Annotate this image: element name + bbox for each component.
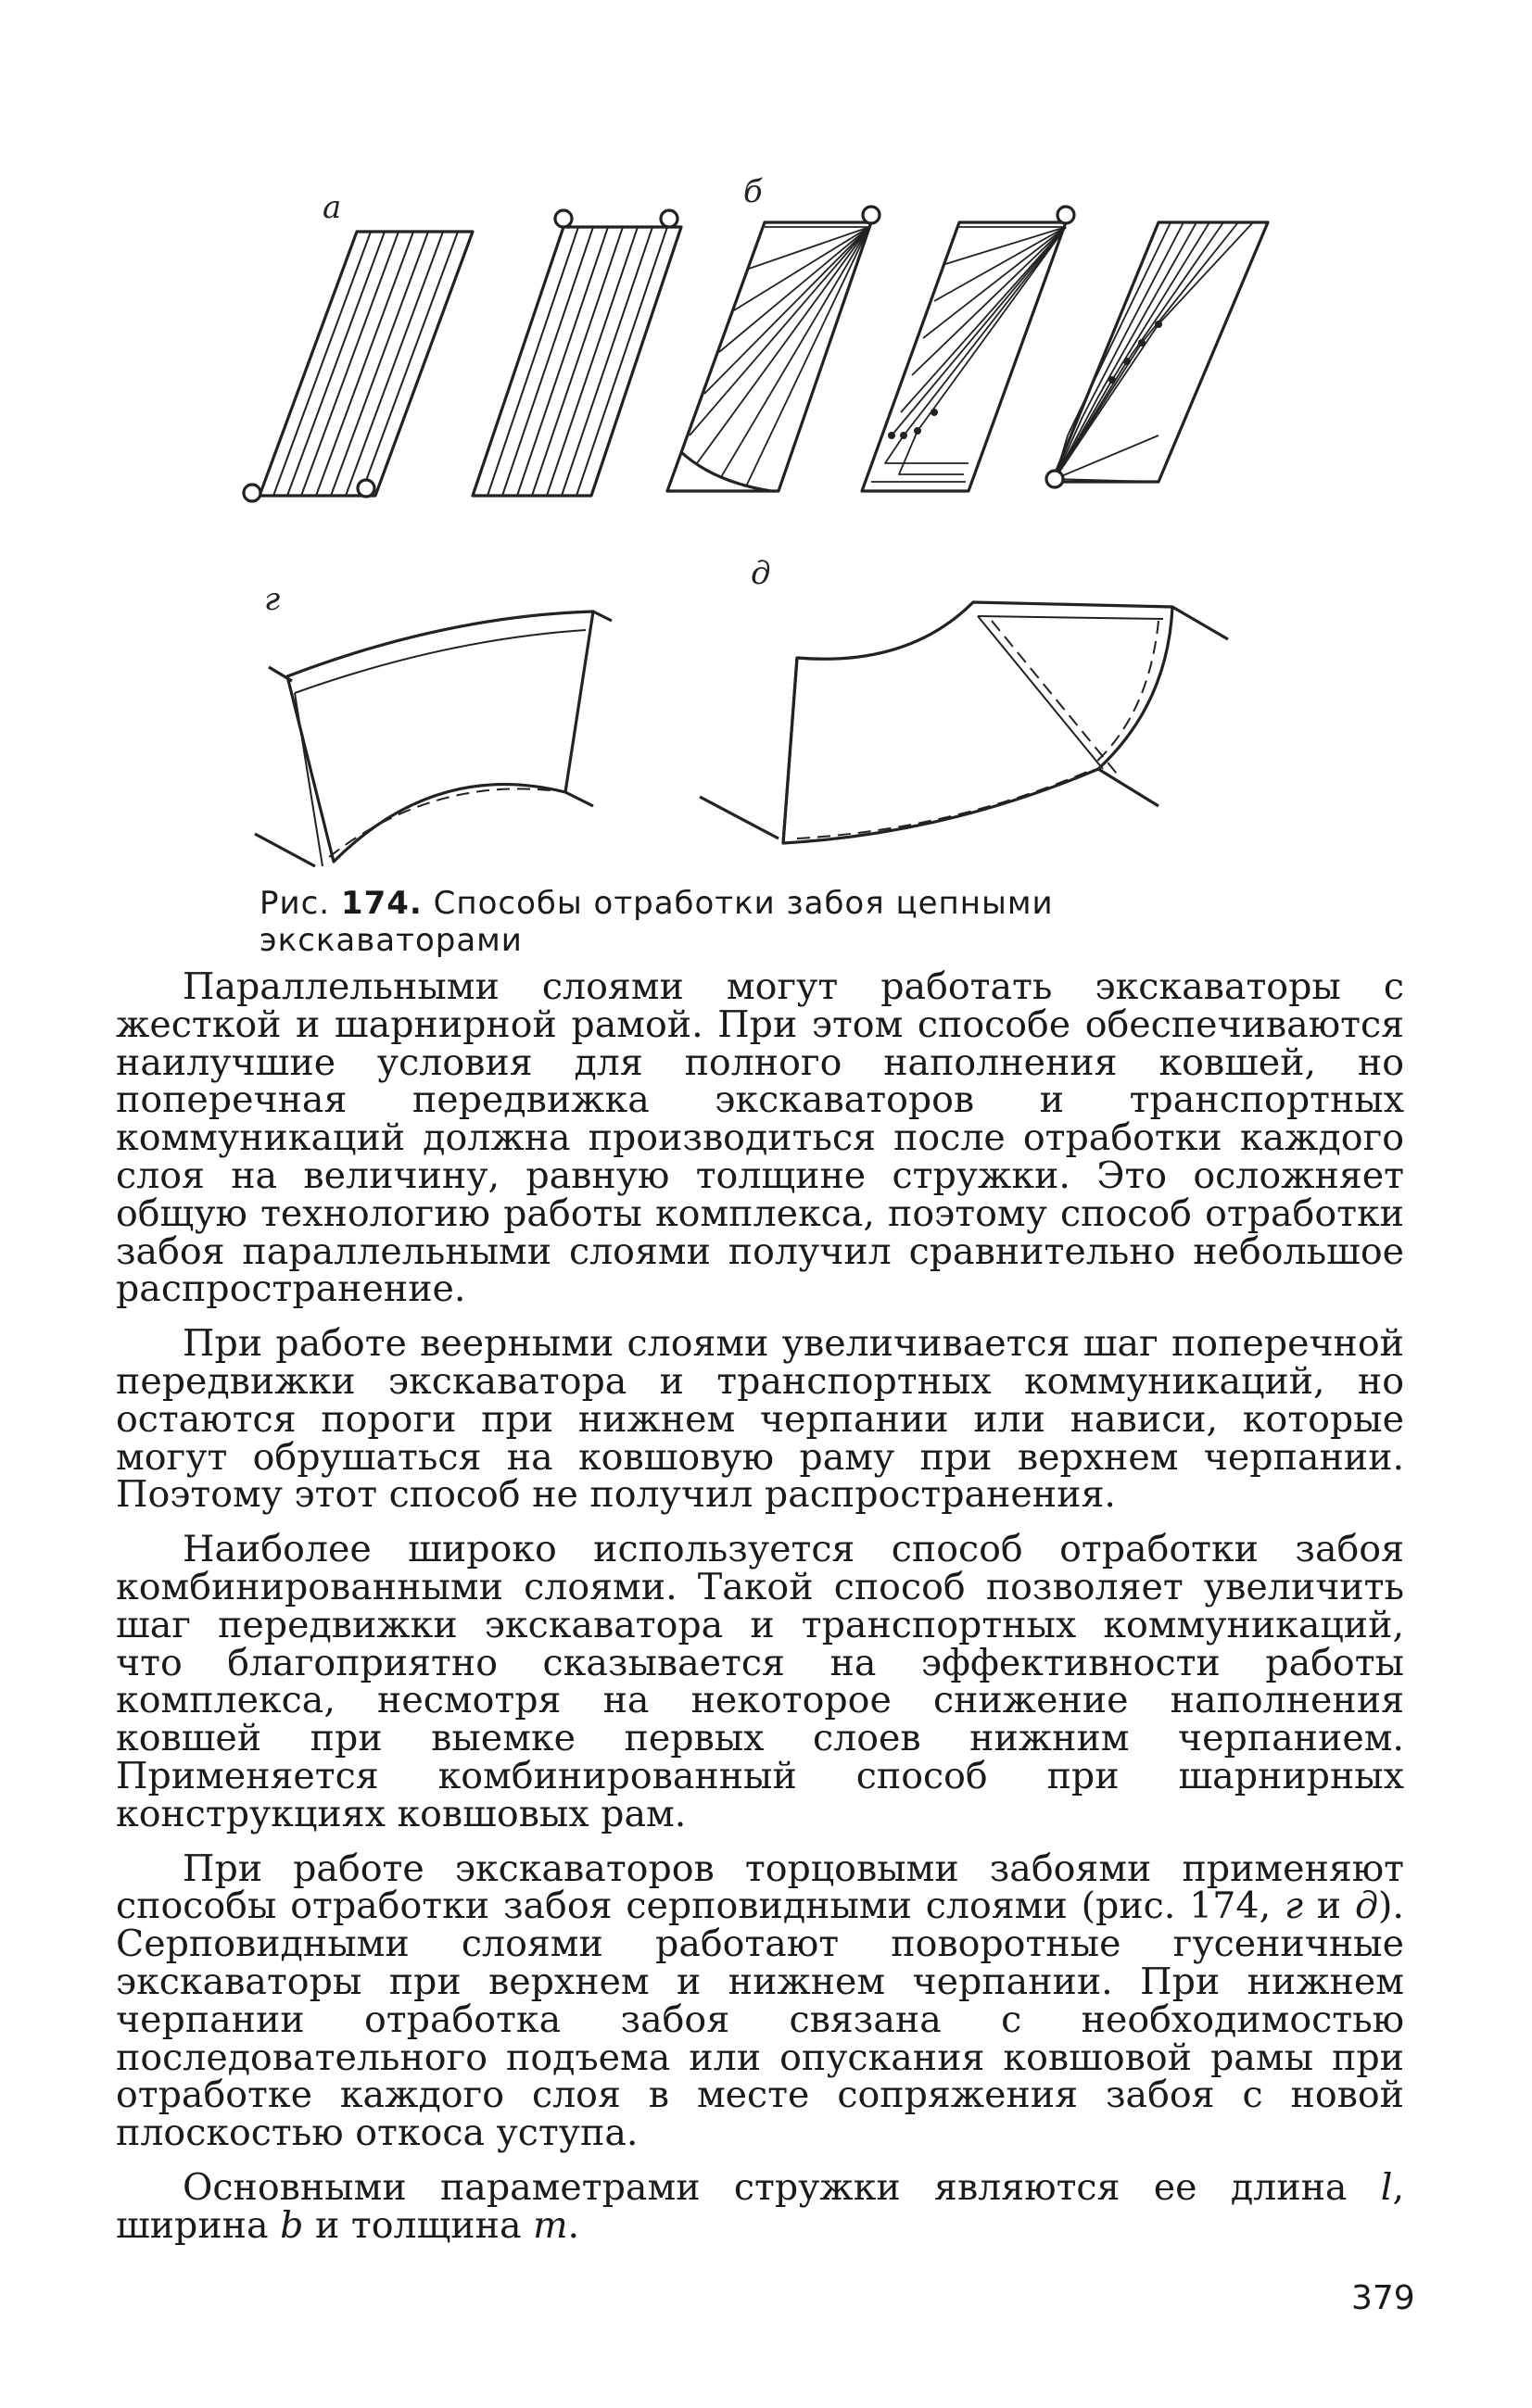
figure-ref-d: д bbox=[1354, 1885, 1379, 1928]
paragraph-1: Параллельными слоями могут работать экскаваторы с жесткой и шарнирной рамой. При этом способе обеспечиваются наилучшие условия для полного наполнения ковшей, но поперечная передвижка экскаваторов и транспортных коммуникаций должна производиться после отработки каждого слоя на величину, равную толщине стружки. Это осложняет общую технологию работы комплекса, поэтому способ отработки забоя параллельными слоями получил сравнительно небольшое распространение. bbox=[116, 965, 1404, 1311]
figure-label-a: а bbox=[323, 189, 342, 226]
paragraph-5: Основными параметрами стружки являются ее длина l, ширина b и толщина m. bbox=[116, 2165, 1404, 2247]
figure-caption bbox=[260, 885, 1325, 959]
variable-m: m bbox=[533, 2203, 568, 2247]
panel-d-crescent bbox=[700, 602, 1228, 843]
variable-b: b bbox=[280, 2203, 304, 2247]
variable-l: l bbox=[1380, 2165, 1393, 2209]
panel-fan-bottom bbox=[1046, 222, 1268, 487]
caption-prefix: Рис. bbox=[260, 885, 331, 922]
caption-number: 174. bbox=[340, 885, 423, 922]
panel-g-crescent bbox=[255, 611, 612, 866]
page-number: 379 bbox=[1351, 2279, 1415, 2317]
panel-a-parallel-lower bbox=[244, 232, 473, 501]
figure-label-d: д bbox=[751, 555, 771, 592]
panel-b-combined bbox=[862, 207, 1074, 491]
panel-a-parallel-upper bbox=[473, 210, 681, 496]
figure-label-b: б bbox=[743, 173, 763, 210]
paragraph-4: При работе экскаваторов торцовыми забоями применяют способы отработки забоя серповидными слоями (рис. 174, г и д). Серповидными слоями работают поворотные гусеничные экскаваторы при верхнем и нижнем черпании. При нижнем черпании отработка забоя связана с необходимостью последовательного подъема или опускания ковшовой рамы при отработке каждого слоя в месте сопряжения забоя с новой плоскостью откоса уступа. bbox=[116, 1847, 1404, 2155]
panel-b-fan-top bbox=[667, 207, 880, 491]
body-text bbox=[116, 965, 1404, 2262]
figure-174 bbox=[0, 0, 1532, 927]
paragraph-2: При работе веерными слоями увеличивается шаг поперечной передвижки экскаватора и транспортных коммуникаций, но остаются пороги при нижнем черпании или нависи, которые могут обрушаться на ковшовую раму при верхнем черпании. Поэтому этот способ не получил распространения. bbox=[116, 1322, 1404, 1517]
paragraph-3: Наиболее широко используется способ отработки забоя комбинированными слоями. Такой способ позволяет увеличить шаг передвижки экскаватора и транспортных коммуникаций, что благоприятно сказывается на эффективности работы комплекса, несмотря на некоторое снижение наполнения ковшей при выемке первых слоев нижним черпанием. Применяется комбинированный способ при шарнирных конструкциях ковшовых рам. bbox=[116, 1528, 1404, 1835]
caption-text: Способы отработки забоя цепными экскаваторами bbox=[260, 885, 1054, 959]
figure-label-g: г bbox=[264, 581, 281, 618]
figure-ref-g: г bbox=[1284, 1885, 1303, 1928]
